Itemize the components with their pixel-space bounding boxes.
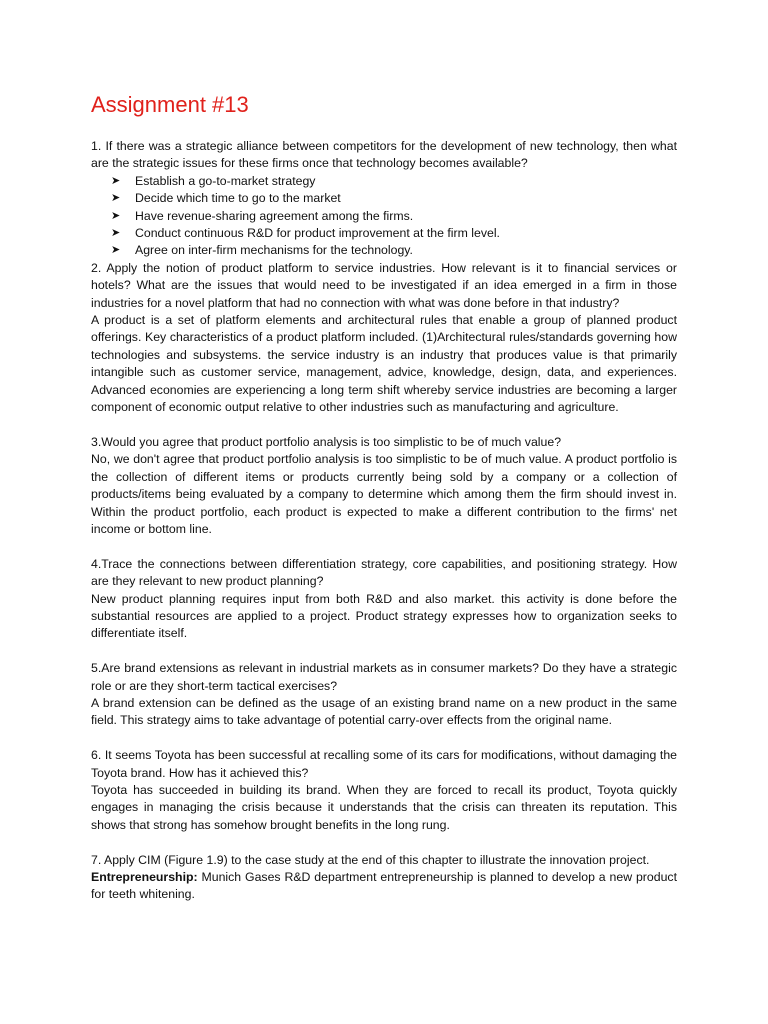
answer-7-text: Munich Gases R&D department entrepreneurship is planned to develop a new product for teeth whitening. — [91, 869, 677, 902]
question-5: 5.Are brand extensions as relevant in industrial markets as in consumer markets? Do they have a strategic role or are they short-term tactical exercises? — [91, 661, 677, 693]
question-1: 1. If there was a strategic alliance between competitors for the development of new technology, then what are the strategic issues for these firms once that technology becomes available? — [91, 139, 677, 171]
bullet-item — [111, 242, 677, 259]
arrowhead-bullet-icon: ➤ — [111, 192, 121, 205]
question-7: 7. Apply CIM (Figure 1.9) to the case study at the end of this chapter to illustrate the innovation project. — [91, 852, 650, 867]
answer-5: A brand extension can be defined as the usage of an existing brand name on a new product in the same field. This strategy aims to take advantage of potential carry-over effects from the original name. — [91, 695, 677, 728]
bullet-item — [111, 190, 677, 207]
question-4: 4.Trace the connections between differentiation strategy, core capabilities, and positioning strategy. How are they relevant to new product planning? — [91, 556, 677, 589]
document-body — [91, 138, 677, 904]
bullet-text: Establish a go-to-market strategy — [135, 173, 316, 188]
bullet-item — [111, 208, 677, 225]
bullet-item — [111, 173, 677, 190]
answer-7 — [91, 869, 677, 904]
document-title: Assignment #13 — [91, 92, 249, 117]
question-3: 3.Would you agree that product portfolio analysis is too simplistic to be of much value? — [91, 434, 562, 449]
arrowhead-bullet-icon: ➤ — [111, 227, 121, 240]
question-6: 6. It seems Toyota has been successful at recalling some of its cars for modifications, without damaging the Toyota brand. How has it achieved this? — [91, 748, 677, 780]
bullet-text: Decide which time to go to the market — [135, 191, 341, 206]
answer-4: New product planning requires input from both R&D and also market. this activity is done before the substantial resources are applied to a project. Product strategy expresses how to organization seeks to differentiate itself. — [91, 591, 677, 641]
question-2: 2. Apply the notion of product platform to service industries. How relevant is it to financial services or hotels? What are the issues that would need to be investigated if an idea emerged in a firm in those industries for a novel platform that had no connection with what was done before in that industry? — [91, 260, 677, 310]
answer-3: No, we don't agree that product portfolio analysis is too simplistic to be of much value. A product portfolio is the collection of different items or products currently being sold by a company or a collection of products/items being evaluated by a company to determine which among them the firm should invest in. Within the product portfolio, each product is expected to make a different contribution to the firms' net income or bottom line. — [91, 452, 677, 536]
paragraph-spacer — [91, 417, 677, 434]
arrowhead-bullet-icon: ➤ — [111, 174, 121, 187]
answer-2: A product is a set of platform elements and architectural rules that enable a group of planned product offerings. Key characteristics of a product platform included. (1)Architectural rules/standards governing how technologies and subsystems. the service industry is an industry that produces value is that primarily intangible such as customer service, management, advice, knowledge, design, data, and experiences. Advanced economies are experiencing a long term shift whereby service industries are becoming a larger component of economic output relative to other industries such as manufacturing and agriculture. — [91, 313, 677, 415]
arrowhead-bullet-icon: ➤ — [111, 244, 121, 257]
bullet-text: Have revenue-sharing agreement among the firms. — [135, 208, 414, 223]
paragraph-spacer — [91, 730, 677, 747]
paragraph-spacer — [91, 538, 677, 555]
paragraph-spacer — [91, 643, 677, 660]
answer-7-label: Entrepreneurship: — [91, 869, 198, 884]
answer-1-bullet-list — [91, 173, 677, 260]
arrowhead-bullet-icon: ➤ — [111, 209, 121, 222]
answer-6: Toyota has succeeded in building its brand. When they are forced to recall its product, Toyota quickly engages in managing the crisis because it understands that the crisis can threaten its reputation. This shows that strong has somehow brought benefits in the long rung. — [91, 782, 677, 832]
bullet-item — [111, 225, 677, 242]
bullet-text: Conduct continuous R&D for product improvement at the firm level. — [135, 226, 500, 241]
bullet-text: Agree on inter-firm mechanisms for the technology. — [135, 243, 413, 258]
paragraph-spacer — [91, 834, 677, 851]
